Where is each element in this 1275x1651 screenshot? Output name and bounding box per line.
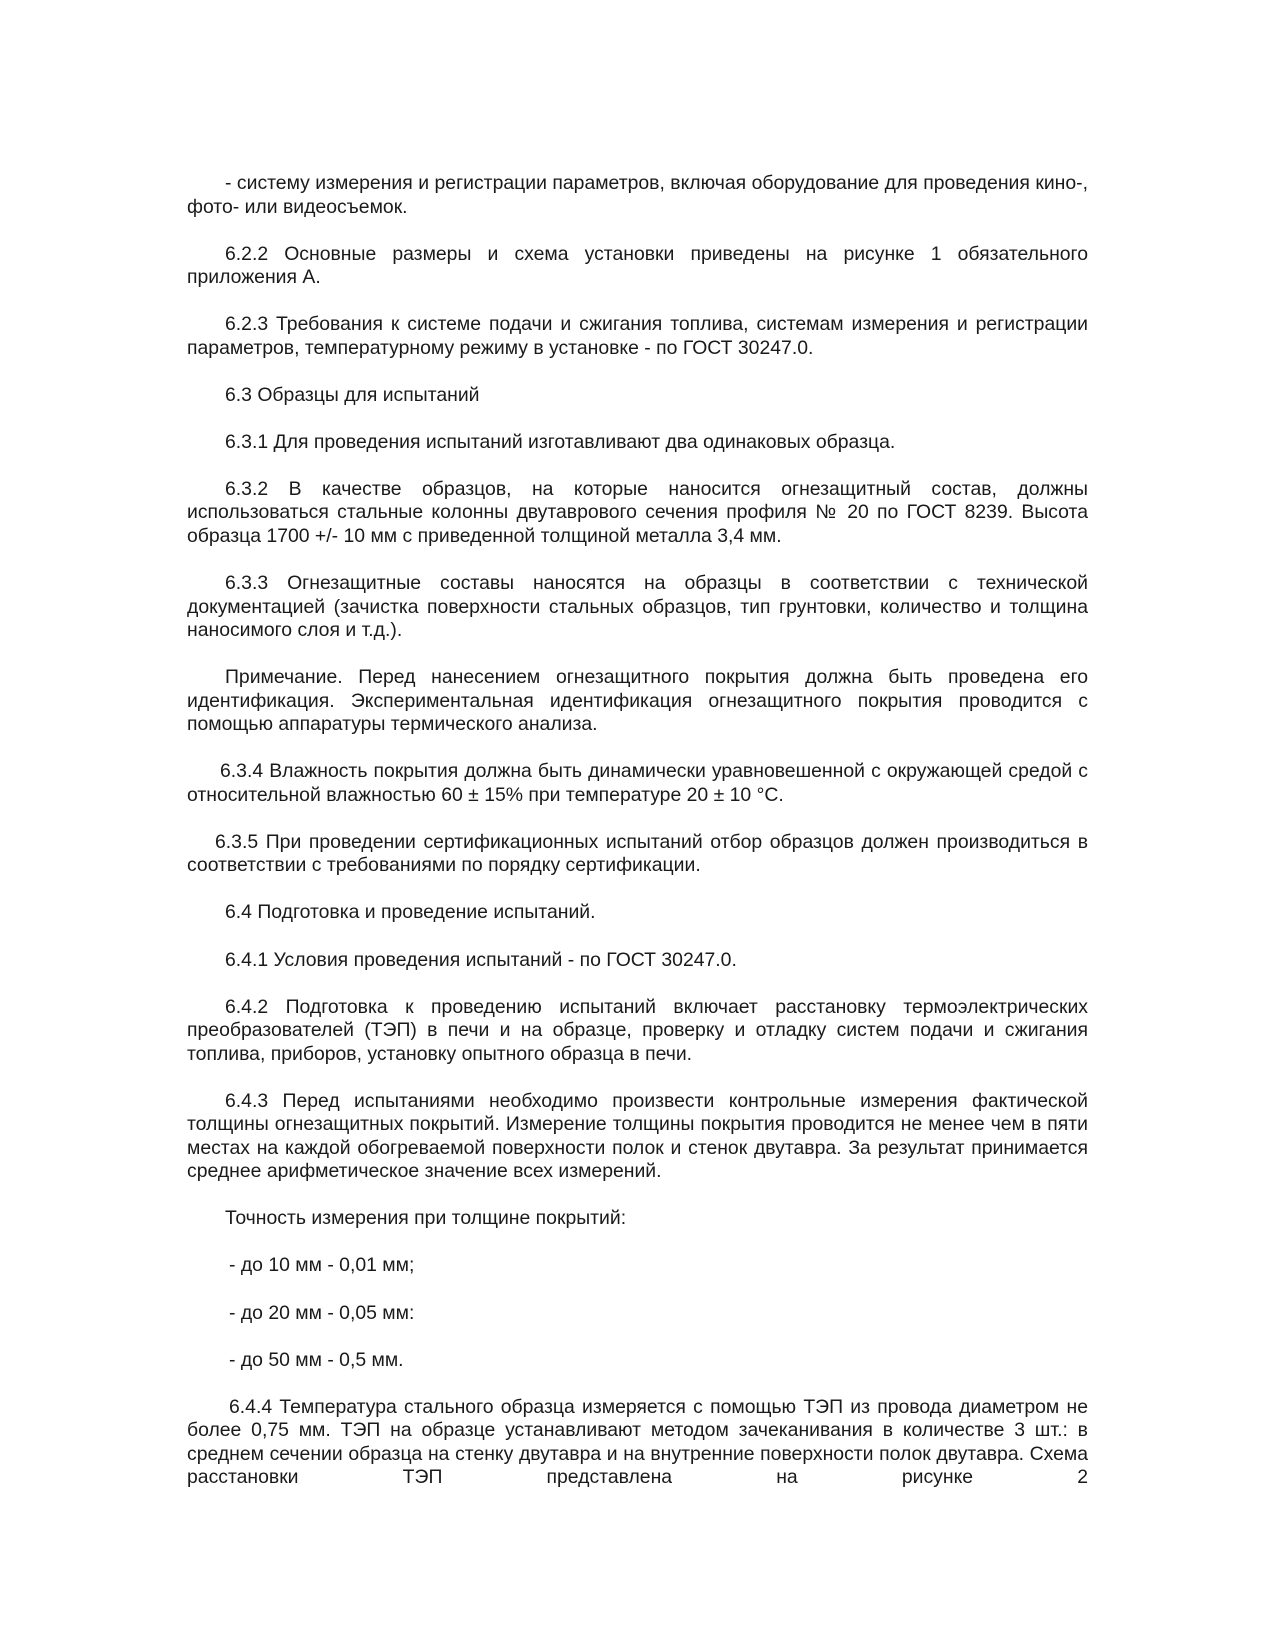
document-page: [187, 172, 1088, 1490]
list-item-up-to-10mm: - до 10 мм - 0,01 мм;: [229, 1254, 415, 1277]
paragraph-6-4-1: 6.4.1 Условия проведения испытаний - по ГОСТ 30247.0.: [225, 948, 737, 971]
paragraph-6-4-4: 6.4.4 Температура стального образца измеряется с помощью ТЭП из провода диаметром не более 0,75 мм. ТЭП на образце устанавливают методом зачеканивания в количестве 3 шт.: в среднем сечении образца на стенку двутавра и на внутренние поверхности полок двутавра. Схема расстановки ТЭП представлена на рисунке 2: [187, 1395, 1088, 1489]
paragraph-note: Примечание. Перед нанесением огнезащитного покрытия должна быть проведена его идентификация. Экспериментальная идентификация огнезащитного покрытия проводится с помощью аппаратуры термического анализа.: [187, 666, 1088, 736]
paragraph-6-3-3: 6.3.3 Огнезащитные составы наносятся на образцы в соответствии с технической документацией (зачистка поверхности стальных образцов, тип грунтовки, количество и толщина наносимого слоя и т.д.).: [187, 572, 1088, 642]
list-item-up-to-20mm: - до 20 мм - 0,05 мм:: [229, 1301, 415, 1324]
paragraph-6-4-3: 6.4.3 Перед испытаниями необходимо произвести контрольные измерения фактической толщины огнезащитных покрытий. Измерение толщины покрытия проводится не менее чем в пяти местах на каждой обогреваемой поверхности полок и стенок двутавра. За результат принимается среднее арифметическое значение всех измерений.: [187, 1089, 1088, 1183]
paragraph-6-2-3: 6.2.3 Требования к системе подачи и сжигания топлива, системам измерения и регистрации параметров, температурному режиму в установке - по ГОСТ 30247.0.: [187, 313, 1088, 359]
paragraph-measurement-system: - систему измерения и регистрации параметров, включая оборудование для проведения кино-, фото- или видеосъемок.: [187, 172, 1088, 218]
list-item-up-to-50mm: - до 50 мм - 0,5 мм.: [229, 1348, 404, 1371]
paragraph-6-2-2: 6.2.2 Основные размеры и схема установки приведены на рисунке 1 обязательного приложения А.: [187, 242, 1088, 289]
section-heading-6-3: 6.3 Образцы для испытаний: [225, 383, 480, 406]
paragraph-accuracy-intro: Точность измерения при толщине покрытий:: [225, 1207, 627, 1230]
paragraph-6-3-5: 6.3.5 При проведении сертификационных испытаний отбор образцов должен производиться в соответствии с требованиями по порядку сертификации.: [187, 830, 1088, 877]
paragraph-6-3-2: 6.3.2 В качестве образцов, на которые наносится огнезащитный состав, должны использоваться стальные колонны двутаврового сечения профиля № 20 по ГОСТ 8239. Высота образца 1700 +/- 10 мм с приведенной толщиной металла 3,4 мм.: [187, 477, 1088, 547]
paragraph-6-4-2: 6.4.2 Подготовка к проведению испытаний включает расстановку термоэлектрических преобразователей (ТЭП) в печи и на образце, проверку и отладку систем подачи и сжигания топлива, приборов, установку опытного образца в печи.: [187, 995, 1088, 1065]
paragraph-6-3-1: 6.3.1 Для проведения испытаний изготавливают два одинаковых образца.: [225, 430, 896, 453]
section-heading-6-4: 6.4 Подготовка и проведение испытаний.: [225, 901, 596, 924]
paragraph-6-3-4: 6.3.4 Влажность покрытия должна быть динамически уравновешенной с окружающей средой с относительной влажностью 60 ± 15% при температуре 20 ± 10 °С.: [187, 760, 1088, 806]
